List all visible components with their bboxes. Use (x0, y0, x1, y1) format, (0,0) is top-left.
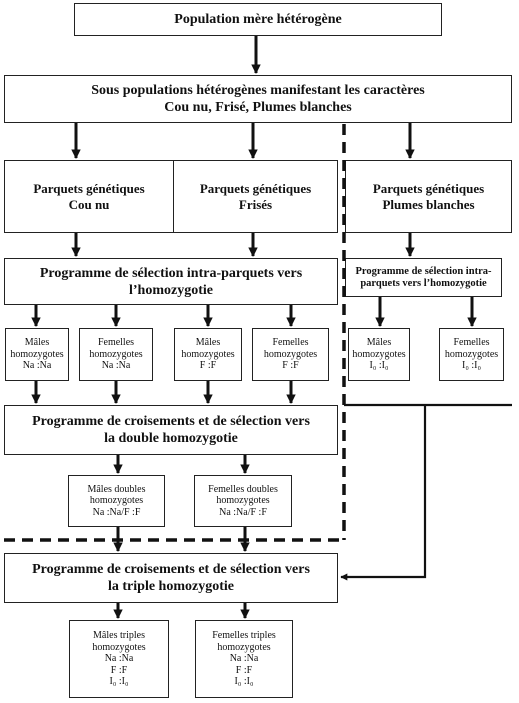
node-label-line: homozygotes (263, 348, 318, 360)
node-programme-triple-homozygotie (4, 553, 338, 603)
node-label-line: I₀ :I₀ (462, 360, 481, 372)
node-males-homozygotes-na (5, 328, 69, 381)
node-label: Population mère hétérogène (174, 12, 342, 27)
node-label-line: F :F (110, 664, 128, 676)
node-label-line: homozygotes (89, 495, 144, 507)
node-parquets-frises (173, 160, 338, 233)
node-femelles-homozygotes-f (252, 328, 329, 381)
node-femelles-doubles-homozygotes (194, 475, 292, 527)
node-males-triples-homozygotes (69, 620, 169, 698)
node-label-line: homozygotes (181, 348, 235, 360)
node-sous-populations (4, 75, 512, 123)
node-label-line: I₀ :I₀ (369, 360, 389, 372)
node-label-line: Mâles triples (93, 630, 145, 642)
node-label-line: F :F (199, 360, 217, 372)
node-population-mere (74, 3, 442, 36)
node-label-line: Femelles (272, 337, 309, 349)
node-label-line: Programme de croisements et de sélection vers (32, 562, 310, 577)
node-label-line: Frisés (238, 196, 273, 212)
node-label-line: Na :Na (22, 360, 52, 372)
node-label-line: Na :Na/F :F (92, 506, 141, 518)
node-label-line: Mâles (24, 337, 50, 349)
node-label-line: homozygotes (352, 348, 406, 360)
node-label-line: Na :Na (101, 360, 131, 372)
node-programme-intra-parquets (4, 258, 338, 305)
node-label-line: homozygotes (92, 641, 146, 653)
node-label-line: Mâles doubles (87, 483, 146, 495)
node-programme-intra-parquets-plumes (345, 258, 502, 297)
node-label-line: homozygotes (444, 348, 499, 360)
node-femelles-homozygotes-na (79, 328, 153, 381)
node-label-line: la double homozygotie (104, 431, 238, 446)
node-label-line: Programme de croisements et de sélection vers (32, 414, 310, 429)
node-femelles-triples-homozygotes (195, 620, 293, 698)
node-label-line: la triple homozygotie (108, 579, 234, 594)
node-label-line: homozygotes (217, 641, 271, 653)
node-label-line: Cou nu, Frisé, Plumes blanches (164, 100, 352, 115)
node-label-line: Mâles (195, 337, 221, 349)
connector-line (341, 405, 425, 577)
node-label-line: Na :Na (229, 653, 259, 665)
node-label-line: Femelles (97, 337, 135, 349)
node-label-line: Na :Na/F :F (219, 506, 267, 518)
node-males-doubles-homozygotes (68, 475, 165, 527)
node-programme-double-homozygotie (4, 405, 338, 455)
node-label-line: F :F (235, 664, 253, 676)
node-label-line: homozygotes (216, 495, 270, 507)
node-label-line: Femelles doubles (208, 483, 278, 495)
node-label-line: Na :Na (104, 653, 134, 665)
node-label-line: Femelles (453, 337, 490, 349)
node-parquets-cou-nu (4, 160, 174, 233)
node-males-homozygotes-i (348, 328, 410, 381)
node-label-line: Mâles (366, 337, 392, 349)
node-label-line: I₀ :I₀ (109, 676, 129, 688)
node-label-line: I₀ :I₀ (234, 676, 254, 688)
node-label-line: Sous populations hétérogènes manifestant les caractères (91, 83, 425, 98)
node-label-line: Parquets génétiques (199, 180, 312, 196)
node-label-line: F :F (282, 360, 299, 372)
node-label-line: Cou nu (68, 196, 110, 212)
node-label-line: Parquets génétiques (33, 180, 145, 196)
node-label-line: homozygotes (10, 348, 64, 360)
node-males-homozygotes-f (174, 328, 242, 381)
node-label-line: Programme de sélection intra-parquets vers (39, 265, 303, 281)
node-label-line: Programme de sélection intra- (355, 265, 492, 277)
node-label-line: Plumes blanches (382, 196, 475, 212)
node-label-line: Parquets génétiques (372, 180, 485, 196)
node-label-line: l’homozygotie (129, 282, 213, 298)
node-femelles-homozygotes-i (439, 328, 504, 381)
node-label-line: parquets vers l’homozygotie (360, 277, 487, 289)
node-parquets-plumes-blanches (345, 160, 512, 233)
node-label-line: homozygotes (89, 348, 143, 360)
node-label-line: Femelles triples (212, 630, 276, 642)
